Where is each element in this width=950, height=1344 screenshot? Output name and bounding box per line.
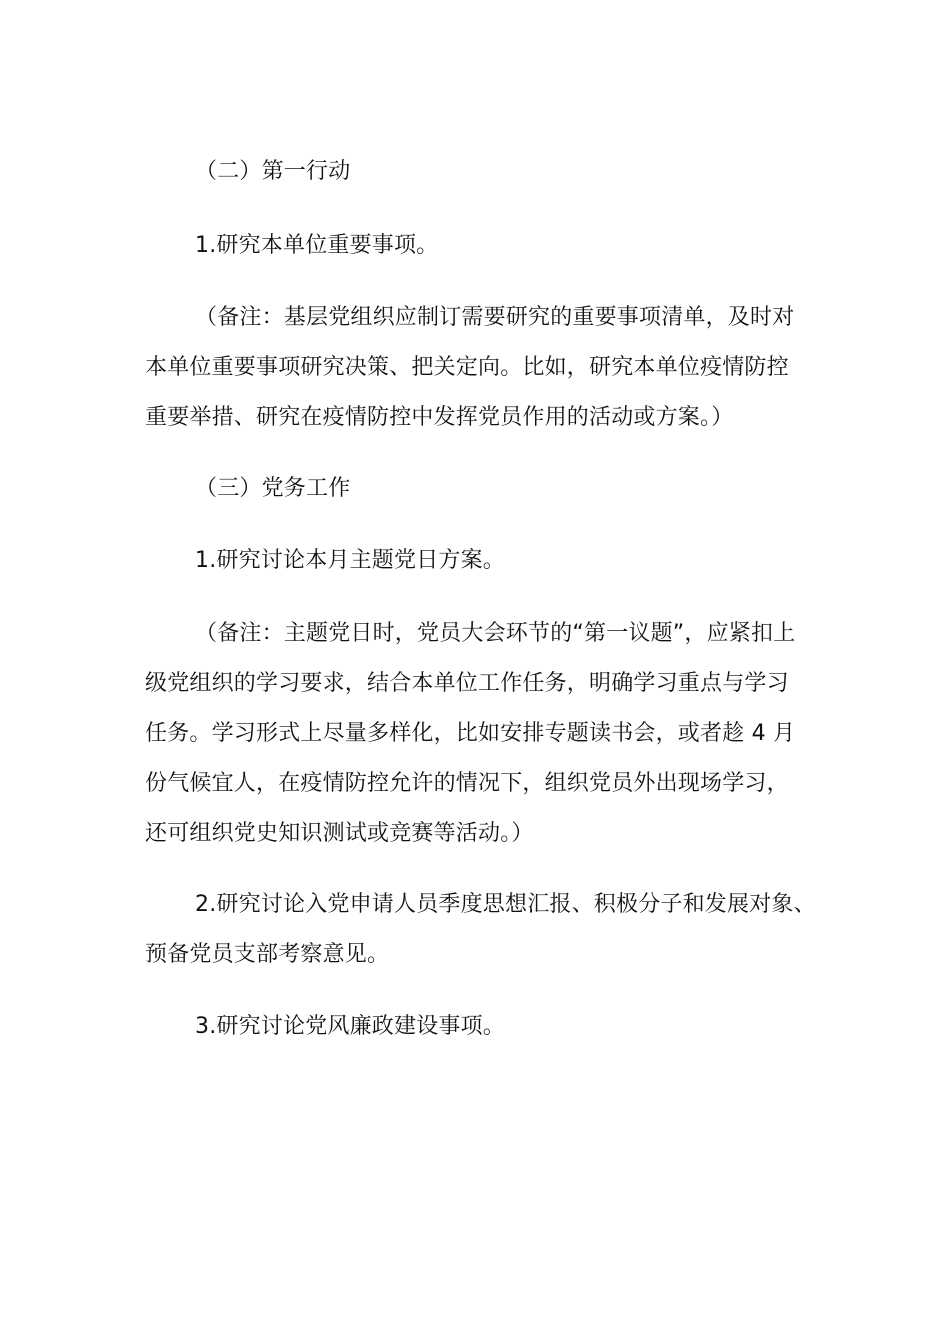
note-line: 本单位重要事项研究决策、把关定向。比如，研究本单位疫情防控 [145,355,789,380]
item-study-major-matters: 1.研究本单位重要事项。 [195,233,439,258]
section-heading-third: （三）党务工作 [195,476,351,501]
item-integrity-building: 3.研究讨论党风廉政建设事项。 [195,1014,505,1039]
note-line: （备注：基层党组织应制订需要研究的重要事项清单，及时对 [195,305,795,330]
item-party-day-plan: 1.研究讨论本月主题党日方案。 [195,548,505,573]
item-applicant-review: 2.研究讨论入党申请人员季度思想汇报、积极分子和发展对象、 [195,892,816,917]
note-line: 级党组织的学习要求，结合本单位工作任务，明确学习重点与学习 [145,671,789,696]
note-line: 重要举措、研究在疫情防控中发挥党员作用的活动或方案。） [145,405,734,430]
note-line: 任务。学习形式上尽量多样化，比如安排专题读书会，或者趁 4 月 [145,721,796,746]
note-line: 份气候宜人，在疫情防控允许的情况下，组织党员外出现场学习， [145,771,789,796]
note-line: 还可组织党史知识测试或竞赛等活动。） [145,821,534,846]
note-line: （备注：主题党日时，党员大会环节的“第一议题”，应紧扣上 [195,621,796,646]
item-applicant-review-cont: 预备党员支部考察意见。 [145,942,390,967]
section-heading-second: （二）第一行动 [195,159,351,184]
